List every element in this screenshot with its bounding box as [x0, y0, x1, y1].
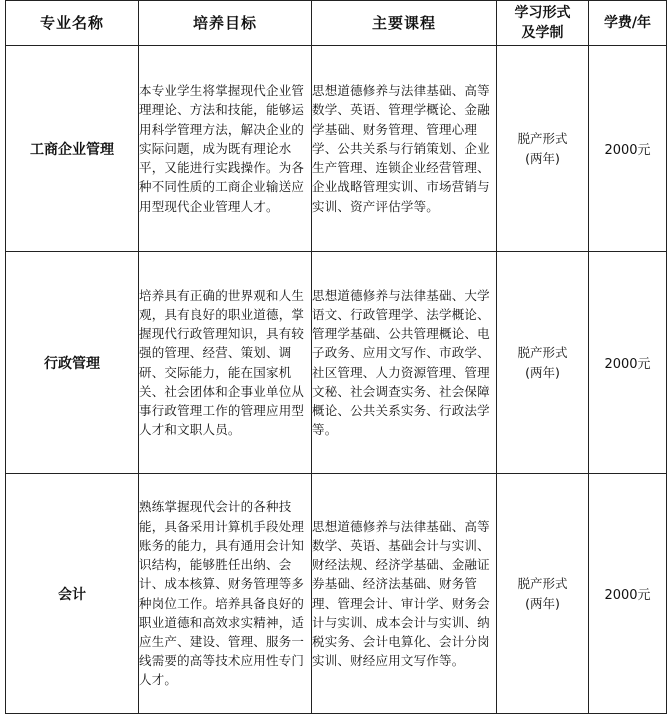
header-main-courses: 主要课程: [312, 1, 497, 46]
study-form-duration: (两年): [525, 150, 560, 166]
header-major-name: 专业名称: [6, 1, 139, 46]
main-courses: 思想道德修养与法律基础、大学语文、行政管理学、法学概论、管理学基础、公共管理概论、电子政务、应用文写作、市政学、社区管理、人力资源管理、管理文秘、社会调查实务、社会保障概论、公共关系实务、行政法学等。: [312, 252, 497, 474]
header-study-form-line2: 及学制: [521, 25, 564, 41]
table-row: [6, 474, 667, 714]
study-form: [497, 252, 589, 474]
header-training-goal: 培养目标: [139, 1, 312, 46]
study-form-mode: 脱产形式: [517, 130, 568, 146]
training-goal: 熟练掌握现代会计的各种技能，具备采用计算机手段处理账务的能力，具有通用会计知识结构，能够胜任出纳、会计、成本核算、财务管理等多种岗位工作。培养具备良好的职业道德和高效求实精神，适应生产、建设、管理、服务一线需要的高等技术应用性专门人才。: [139, 474, 312, 714]
major-name: 行政管理: [6, 252, 139, 474]
study-form-mode: 脱产形式: [517, 575, 568, 591]
majors-table: [5, 0, 667, 714]
header-tuition: 学费/年: [589, 1, 667, 46]
main-courses: 思想道德修养与法律基础、高等数学、英语、管理学概论、金融学基础、财务管理、管理心理学、公共关系与行销策划、企业生产管理、连锁企业经营管理、企业战略管理实训、市场营销与实训、资产评估学等。: [312, 46, 497, 252]
tuition-fee: 2000元: [589, 252, 667, 474]
training-goal: 本专业学生将掌握现代企业管理理论、方法和技能，能够运用科学管理方法，解决企业的实际问题，成为既有理论水平，又能进行实践操作。为各种不同性质的工商企业输送应用型现代企业管理人才。: [139, 46, 312, 252]
table-row: [6, 252, 667, 474]
header-study-form: [497, 1, 589, 46]
study-form-duration: (两年): [525, 595, 560, 611]
tuition-fee: 2000元: [589, 474, 667, 714]
major-name: 会计: [6, 474, 139, 714]
study-form: [497, 474, 589, 714]
main-courses: 思想道德修养与法律基础、高等数学、英语、基础会计与实训、财经法规、经济学基础、金融证券基础、经济法基础、财务管理、管理会计、审计学、财务会计与实训、成本会计与实训、纳税实务、会计电算化、会计分岗实训、财经应用文写作等。: [312, 474, 497, 714]
table-row: [6, 46, 667, 252]
study-form: [497, 46, 589, 252]
header-row: [6, 1, 667, 46]
tuition-fee: 2000元: [589, 46, 667, 252]
major-name: 工商企业管理: [6, 46, 139, 252]
study-form-mode: 脱产形式: [517, 344, 568, 360]
study-form-duration: (两年): [525, 364, 560, 380]
training-goal: 培养具有正确的世界观和人生观，具有良好的职业道德，掌握现代行政管理知识，具有较强的管理、经营、策划、调研、交际能力，能在国家机关、社会团体和企事业单位从事行政管理工作的管理应用型人才和文职人员。: [139, 252, 312, 474]
header-study-form-line1: 学习形式: [514, 5, 571, 21]
